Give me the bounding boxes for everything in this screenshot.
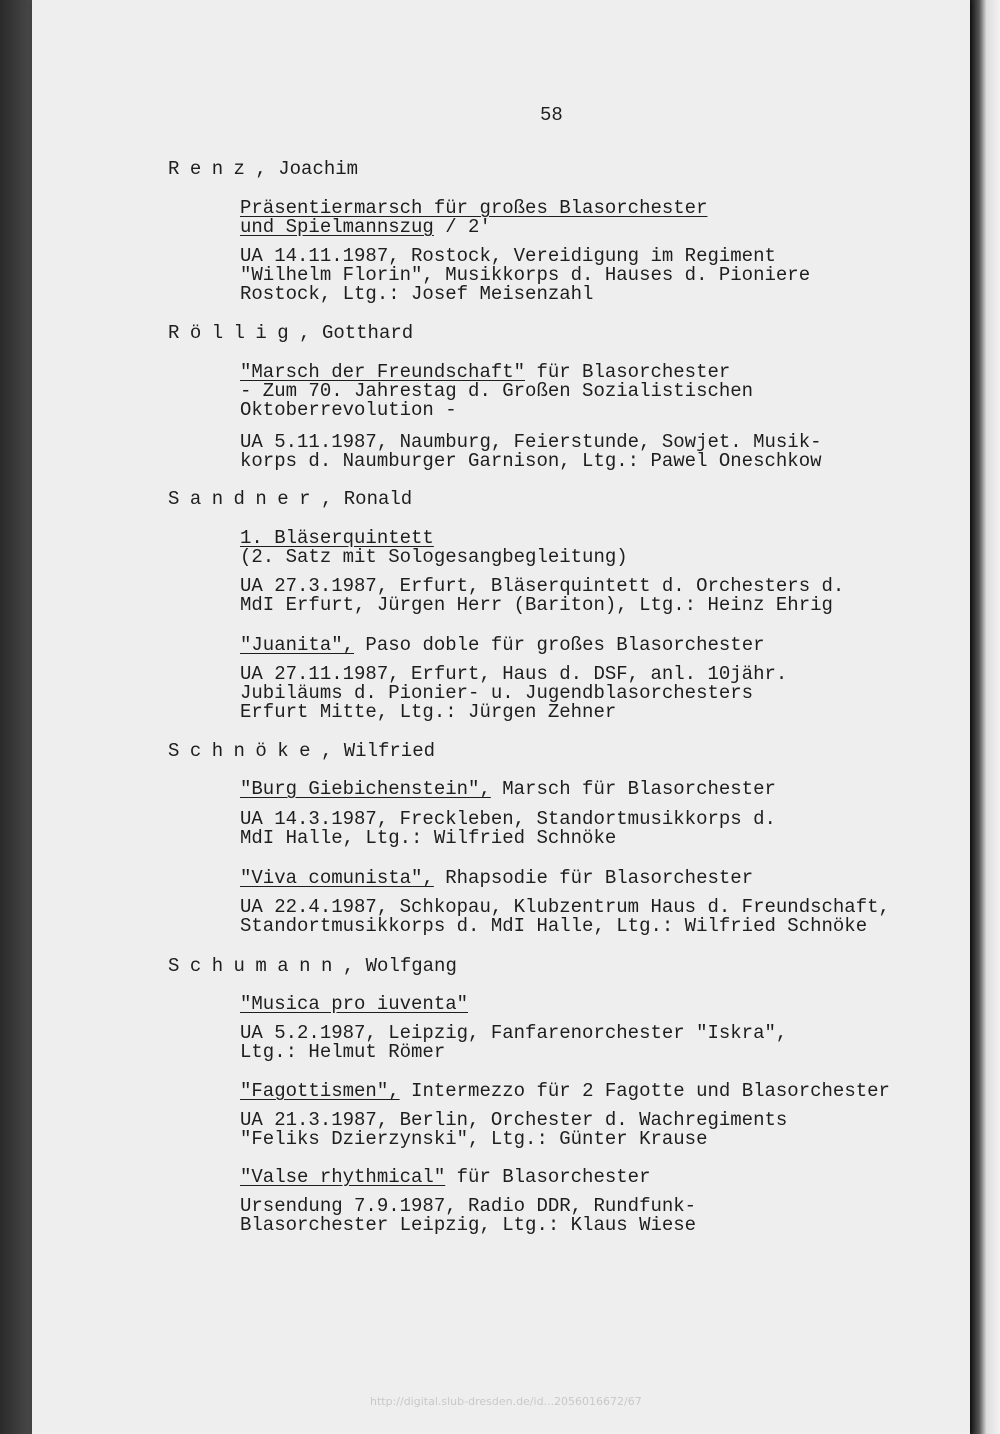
work-detail: UA 14.3.1987, Freckleben, Standortmusikkorps d.: [240, 808, 776, 830]
scan-left-border: [0, 0, 32, 1434]
document-page: [32, 0, 970, 1434]
work-detail: Jubiläums d. Pionier- u. Jugendblasorchesters: [240, 682, 754, 704]
work-detail: UA 22.4.1987, Schkopau, Klubzentrum Haus d. Freundschaft,: [240, 896, 890, 918]
composer-firstname: Gotthard: [321, 322, 414, 344]
work-title: Präsentiermarsch für großes Blasorchester: [240, 197, 708, 219]
work-subtitle: - Zum 70. Jahrestag d. Großen Sozialistischen: [240, 380, 754, 402]
composer-heading: Schumann, Wolfgang: [168, 955, 457, 977]
page-number: 58: [540, 104, 563, 126]
source-watermark: http://digital.slub-dresden.de/id...2056016672/67: [370, 1395, 642, 1408]
work-title: "Valse rhythmical" für Blasorchester: [240, 1166, 651, 1188]
work-detail: UA 14.11.1987, Rostock, Vereidigung im Regiment: [240, 245, 776, 267]
work-detail: UA 21.3.1987, Berlin, Orchester d. Wachregiments: [240, 1109, 788, 1131]
composer-heading: Röllig, Gotthard: [168, 322, 414, 344]
work-detail: UA 27.3.1987, Erfurt, Bläserquintett d. Orchesters d.: [240, 575, 845, 597]
work-detail: Ursendung 7.9.1987, Radio DDR, Rundfunk-: [240, 1195, 697, 1217]
work-detail: UA 27.11.1987, Erfurt, Haus d. DSF, anl. 10jähr.: [240, 663, 788, 685]
composer-surname: Renz: [168, 158, 256, 180]
work-subtitle: (2. Satz mit Sologesangbegleitung): [240, 546, 628, 568]
composer-heading: Renz, Joachim: [168, 158, 359, 180]
work-detail: "Wilhelm Florin", Musikkorps d. Hauses d. Pioniere: [240, 264, 811, 286]
work-title: und Spielmannszug / 2': [240, 216, 491, 238]
composer-heading: Schnöke, Wilfried: [168, 740, 435, 762]
work-detail: MdI Erfurt, Jürgen Herr (Bariton), Ltg.: Heinz Ehrig: [240, 594, 833, 616]
work-detail: Erfurt Mitte, Ltg.: Jürgen Zehner: [240, 701, 617, 723]
work-detail: MdI Halle, Ltg.: Wilfried Schnöke: [240, 827, 617, 849]
composer-firstname: Ronald: [343, 488, 413, 510]
work-subtitle: Oktoberrevolution -: [240, 399, 457, 421]
scan-right-border: [970, 0, 1000, 1434]
composer-firstname: Joachim: [278, 158, 359, 180]
work-title: "Viva comunista", Rhapsodie für Blasorchester: [240, 867, 754, 889]
composer-firstname: Wolfgang: [365, 955, 457, 977]
work-detail: "Feliks Dzierzynski", Ltg.: Günter Krause: [240, 1128, 708, 1150]
work-detail: Blasorchester Leipzig, Ltg.: Klaus Wiese: [240, 1214, 697, 1236]
composer-surname: Röllig: [168, 322, 300, 344]
work-title: "Burg Giebichenstein", Marsch für Blasorchester: [240, 778, 776, 800]
composer-firstname: Wilfried: [343, 740, 435, 762]
work-title: "Musica pro iuventa": [240, 993, 469, 1015]
work-detail: Ltg.: Helmut Römer: [240, 1041, 446, 1063]
work-detail: UA 5.2.1987, Leipzig, Fanfarenorchester "Iskra",: [240, 1022, 788, 1044]
work-title: "Fagottismen", Intermezzo für 2 Fagotte und Blasorchester: [240, 1080, 890, 1102]
work-title: 1. Bläserquintett: [240, 527, 434, 549]
work-title: "Juanita", Paso doble für großes Blasorchester: [240, 634, 765, 656]
composer-surname: Schumann: [168, 955, 343, 977]
composer-surname: Schnöke: [168, 740, 321, 762]
work-detail: Standortmusikkorps d. MdI Halle, Ltg.: Wilfried Schnöke: [240, 915, 868, 937]
work-title: "Marsch der Freundschaft" für Blasorchester: [240, 361, 731, 383]
work-detail: UA 5.11.1987, Naumburg, Feierstunde, Sowjet. Musik-: [240, 431, 822, 453]
work-detail: korps d. Naumburger Garnison, Ltg.: Pawel Oneschkow: [240, 450, 822, 472]
composer-surname: Sandner: [168, 488, 321, 510]
work-detail: Rostock, Ltg.: Josef Meisenzahl: [240, 283, 594, 305]
composer-heading: Sandner, Ronald: [168, 488, 413, 510]
